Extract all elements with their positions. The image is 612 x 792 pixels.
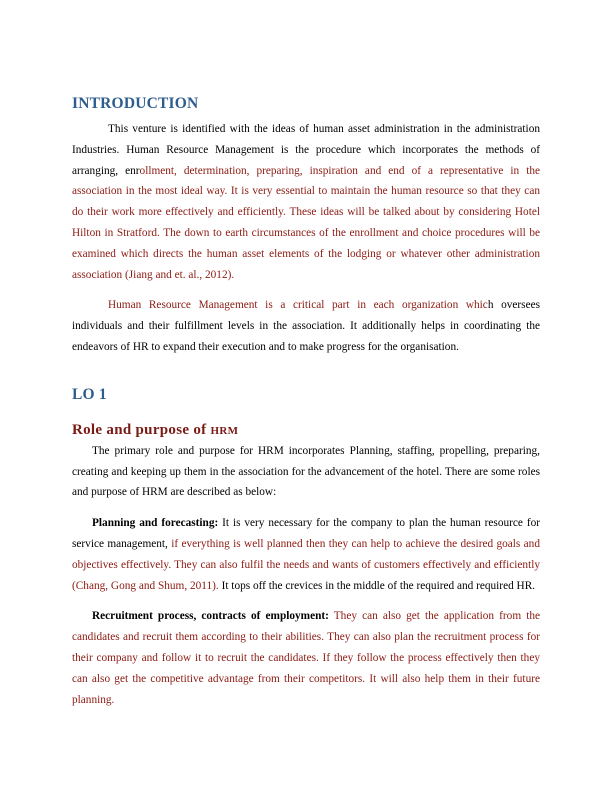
role-purpose-heading-hrm: HRM	[210, 424, 239, 437]
lo1-paragraph-1: The primary role and purpose for HRM incorporates Planning, staffing, propelling, preparing, creating and keeping up them in the association for the advancement of the hotel. There are some roles and purpose of HRM are described as below:	[72, 444, 540, 499]
intro-p1-highlight: ollment, determination, preparing, inspiration and end of a representative in the association in the most ideal way. It is very essential to maintain the human resource so that they can do their work more effectively and efficiently. These ideas will be talked about by considering Hotel Hilton in Stratford. The down to earth circumstances of the enrollment and choice procedures will be examined which directs the human asset elements of the lodging or whatever other administration association (Jiang and et. al., 2012).	[72, 164, 540, 281]
planning-text-2: It tops off the crevices in the middle of the required and required HR.	[218, 579, 536, 592]
intro-p2-text: h oversees individuals and their fulfillment levels in the association. It additionally helps in coordinating the endeavors of HR to expand their execution and to make progress for the organisation.	[72, 299, 540, 353]
intro-p2-highlight: Human Resource Management is a critical part in each organization whic	[108, 299, 488, 312]
recruitment-paragraph	[72, 606, 540, 710]
introduction-heading: INTRODUCTION	[72, 95, 199, 112]
intro-paragraph-2	[72, 295, 540, 357]
recruitment-highlight: They can also get the application from the candidates and recruit them according to their abilities. They can also plan the recruitment process for their company and follow it to recruit the candidates. If they follow the process effectively then they can also get the competitive advantage from their competitors. It will also help them in their future planning.	[72, 610, 540, 706]
role-purpose-heading-main: Role and purpose of	[72, 421, 211, 438]
role-purpose-heading	[72, 420, 540, 441]
planning-highlight: if everything is well planned then they can help to achieve the desired goals and objectives effectively. They can also fulfil the needs and wants of customers effectively and efficiently (Chang, Gong and Shum, 2011).	[72, 537, 540, 592]
document-page	[72, 93, 540, 710]
planning-text-1: It is very necessary for the company to plan the human resource for service management,	[72, 517, 540, 550]
planning-title: Planning and forecasting:	[92, 517, 219, 530]
lo1-heading: LO 1	[72, 385, 107, 403]
intro-p1-text: This venture is identified with the ideas of human asset administration in the administration Industries. Human Resource Management is the procedure which incorporates the methods of arranging, enr	[72, 123, 540, 177]
planning-paragraph	[72, 513, 540, 596]
intro-paragraph-1	[72, 119, 540, 285]
recruitment-title: Recruitment process, contracts of employment:	[92, 610, 329, 623]
